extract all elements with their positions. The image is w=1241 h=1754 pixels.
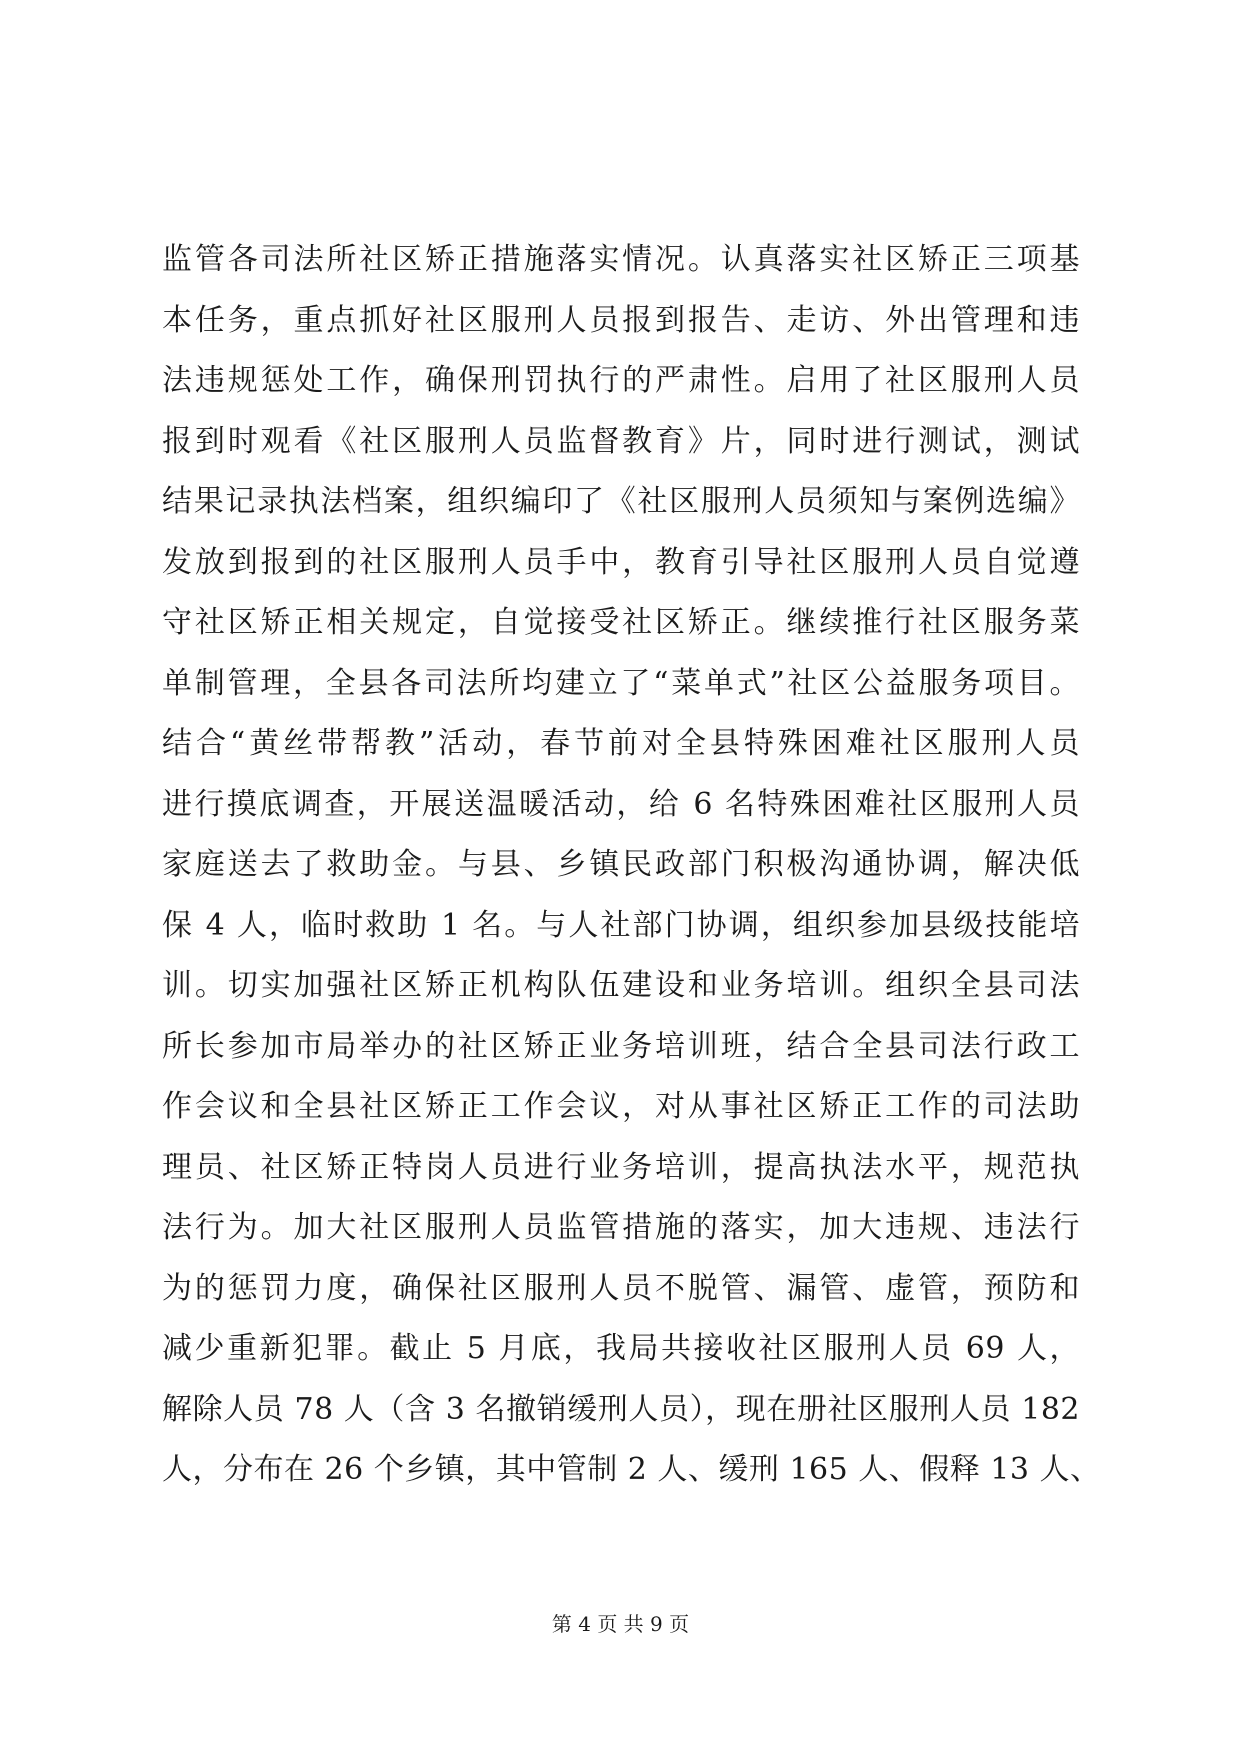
text-line: 法违规惩处工作，确保刑罚执行的严肃性。启用了社区服刑人员 [162, 363, 1080, 398]
text-line: 人，分布在 26 个乡镇，其中管制 2 人、缓刑 165 人、假释 13 人、 [162, 1452, 1101, 1487]
text-line: 守社区矫正相关规定，自觉接受社区矫正。继续推行社区服务菜 [162, 605, 1080, 640]
text-line: 本任务，重点抓好社区服刑人员报到报告、走访、外出管理和违 [162, 302, 1080, 338]
text-line: 进行摸底调查，开展送温暖活动，给 6 名特殊困难社区服刑人员 [162, 786, 1080, 822]
page-number-footer: 第 4 页 共 9 页 [551, 1612, 690, 1636]
text-line: 为的惩罚力度，确保社区服刑人员不脱管、漏管、虚管，预防和 [162, 1270, 1080, 1306]
text-line: 解除人员 78 人（含 3 名撤销缓刑人员），现在册社区服刑人员 182 [162, 1391, 1080, 1427]
text-line: 报到时观看《社区服刑人员监督教育》片，同时进行测试，测试 [162, 423, 1080, 459]
text-line: 结合“黄丝带帮教”活动，春节前对全县特殊困难社区服刑人员 [162, 726, 1080, 761]
text-line: 训。切实加强社区矫正机构队伍建设和业务培训。组织全县司法 [162, 968, 1080, 1003]
text-line: 结果记录执法档案，组织编印了《社区服刑人员须知与案例选编》 [162, 484, 1080, 519]
text-line: 所长参加市局举办的社区矫正业务培训班，结合全县司法行政工 [162, 1028, 1080, 1064]
text-line: 保 4 人，临时救助 1 名。与人社部门协调，组织参加县级技能培 [162, 907, 1080, 943]
body-text [162, 230, 1101, 1501]
text-line: 作会议和全县社区矫正工作会议，对从事社区矫正工作的司法助 [162, 1089, 1080, 1124]
text-line: 监管各司法所社区矫正措施落实情况。认真落实社区矫正三项基 [162, 242, 1080, 277]
text-line: 法行为。加大社区服刑人员监管措施的落实，加大违规、违法行 [162, 1210, 1080, 1245]
text-line: 单制管理，全县各司法所均建立了“菜单式”社区公益服务项目。 [162, 665, 1080, 701]
text-line: 发放到报到的社区服刑人员手中，教育引导社区服刑人员自觉遵 [162, 544, 1080, 580]
text-line: 家庭送去了救助金。与县、乡镇民政部门积极沟通协调，解决低 [162, 847, 1080, 882]
text-line: 减少重新犯罪。截止 5 月底，我局共接收社区服刑人员 69 人， [162, 1331, 1080, 1366]
text-line: 理员、社区矫正特岗人员进行业务培训，提高执法水平，规范执 [162, 1149, 1080, 1185]
